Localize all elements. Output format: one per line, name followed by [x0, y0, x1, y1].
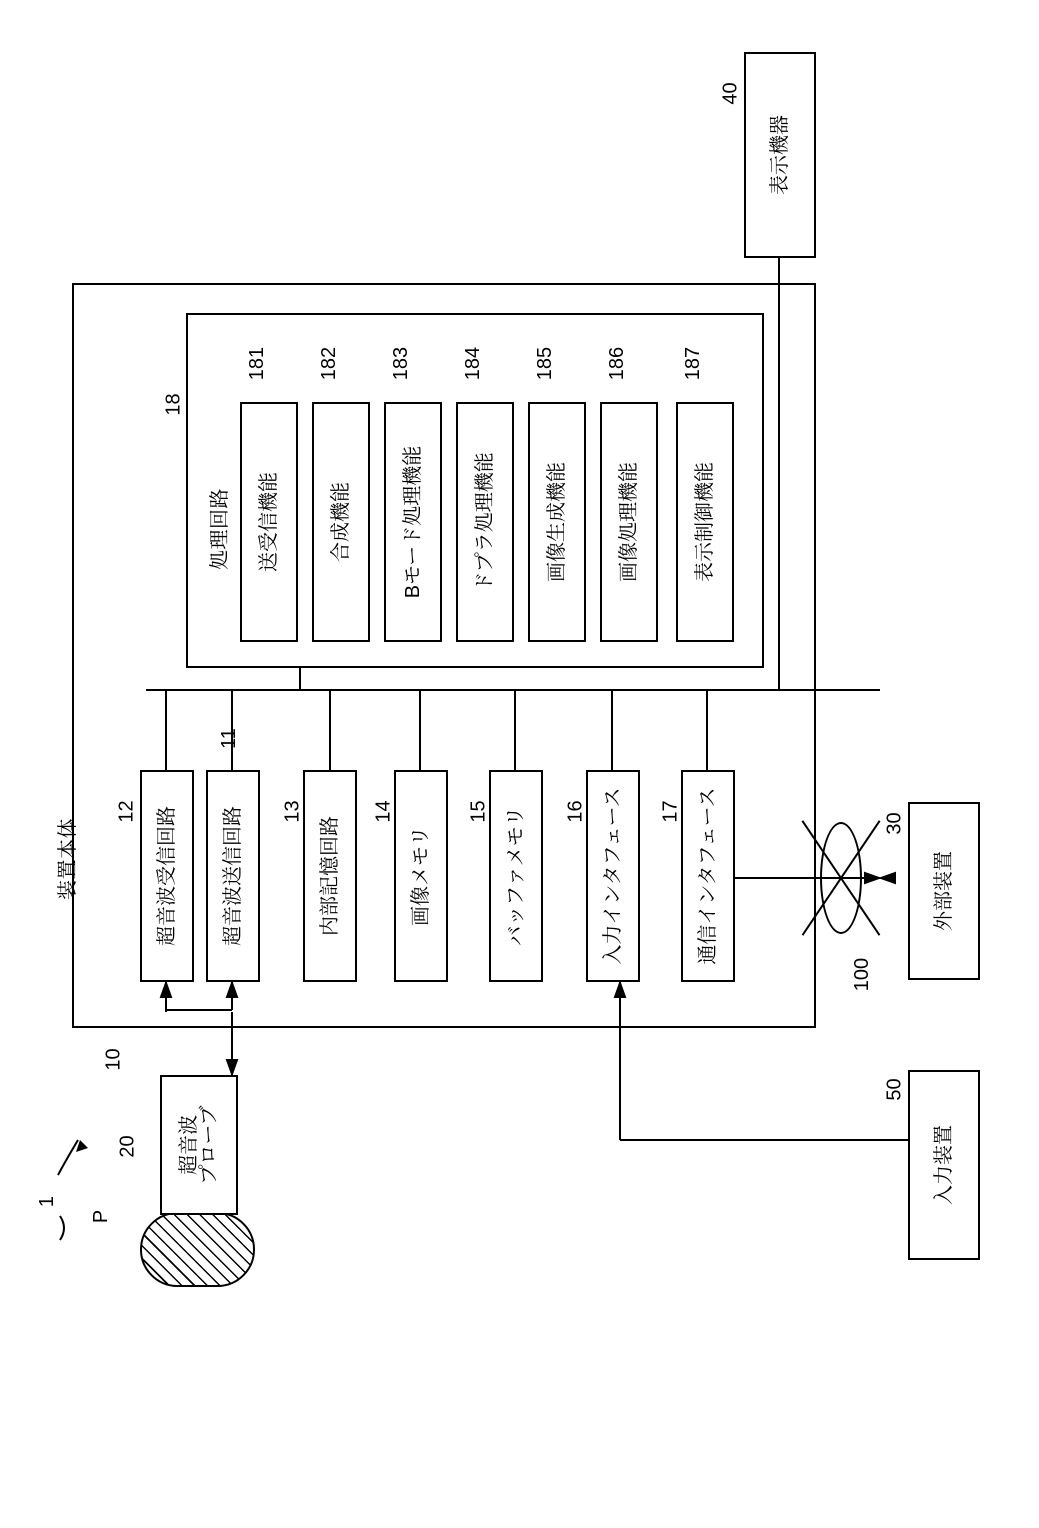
external-device-ref: 30	[883, 812, 906, 835]
input-device-label: 入力装置	[933, 1125, 955, 1205]
function-ref-4: 185	[534, 346, 557, 381]
function-box-4	[528, 402, 586, 642]
module-ref-6: 17	[659, 800, 682, 823]
function-label-5: 画像処理機能	[618, 462, 640, 582]
function-ref-6: 187	[682, 346, 705, 381]
display-device-label: 表示機器	[769, 115, 791, 195]
module-label-5: 入力インタフェース	[602, 787, 624, 965]
function-box-6	[676, 402, 734, 642]
module-box-3	[394, 770, 448, 982]
module-box-5	[586, 770, 640, 982]
function-box-5	[600, 402, 658, 642]
ultrasound-probe	[160, 1075, 238, 1215]
system-ref: 1	[36, 1195, 59, 1208]
module-box-4	[489, 770, 543, 982]
function-box-2	[384, 402, 442, 642]
processing-circuit-ref: 18	[162, 393, 185, 416]
input-device-box	[908, 1070, 980, 1260]
module-ref-4: 15	[467, 800, 490, 823]
module-label-6: 通信インタフェース	[697, 787, 719, 965]
module-ref-3: 14	[372, 800, 395, 823]
module-ref-1: 11	[217, 728, 240, 749]
ultrasound-probe-ref: 20	[116, 1135, 139, 1158]
module-label-3: 画像メモリ	[410, 826, 432, 926]
display-device-ref: 40	[719, 82, 742, 105]
function-label-0: 送受信機能	[258, 472, 280, 572]
module-ref-2: 13	[281, 800, 304, 823]
function-label-1: 合成機能	[330, 482, 352, 562]
module-label-0: 超音波受信回路	[156, 806, 178, 946]
module-box-6	[681, 770, 735, 982]
function-label-3: ドプラ処理機能	[474, 452, 496, 592]
module-ref-0: 12	[115, 800, 138, 823]
function-ref-3: 184	[462, 346, 485, 381]
apparatus-body-ref: 10	[102, 1048, 125, 1071]
external-device-label: 外部装置	[933, 851, 955, 931]
input-device-ref: 50	[883, 1078, 906, 1101]
module-box-2	[303, 770, 357, 982]
function-box-3	[456, 402, 514, 642]
module-label-4: バッファメモリ	[505, 806, 527, 946]
patient-ref: P	[90, 1209, 113, 1224]
function-label-2: Bモード処理機能	[402, 445, 424, 599]
external-device-box	[908, 802, 980, 980]
module-box-1	[206, 770, 260, 982]
function-ref-1: 182	[318, 346, 341, 381]
module-label-1: 超音波送信回路	[222, 806, 244, 946]
processing-circuit-label: 処理回路	[209, 488, 231, 570]
network-ref: 100	[851, 957, 874, 992]
apparatus-body-label: 装置本体	[57, 818, 79, 900]
function-ref-5: 186	[606, 346, 629, 381]
patient-body	[140, 1212, 255, 1287]
network-icon	[820, 822, 862, 934]
module-ref-5: 16	[564, 800, 587, 823]
module-label-2: 内部記憶回路	[319, 816, 341, 936]
display-device-box	[744, 52, 816, 258]
function-ref-2: 183	[390, 346, 413, 381]
function-ref-0: 181	[246, 346, 269, 381]
module-box-0	[140, 770, 194, 982]
function-label-6: 表示制御機能	[694, 462, 716, 582]
function-label-4: 画像生成機能	[546, 462, 568, 582]
function-box-1	[312, 402, 370, 642]
function-box-0	[240, 402, 298, 642]
ultrasound-probe-label: 超音波 プローブ	[178, 1105, 220, 1185]
